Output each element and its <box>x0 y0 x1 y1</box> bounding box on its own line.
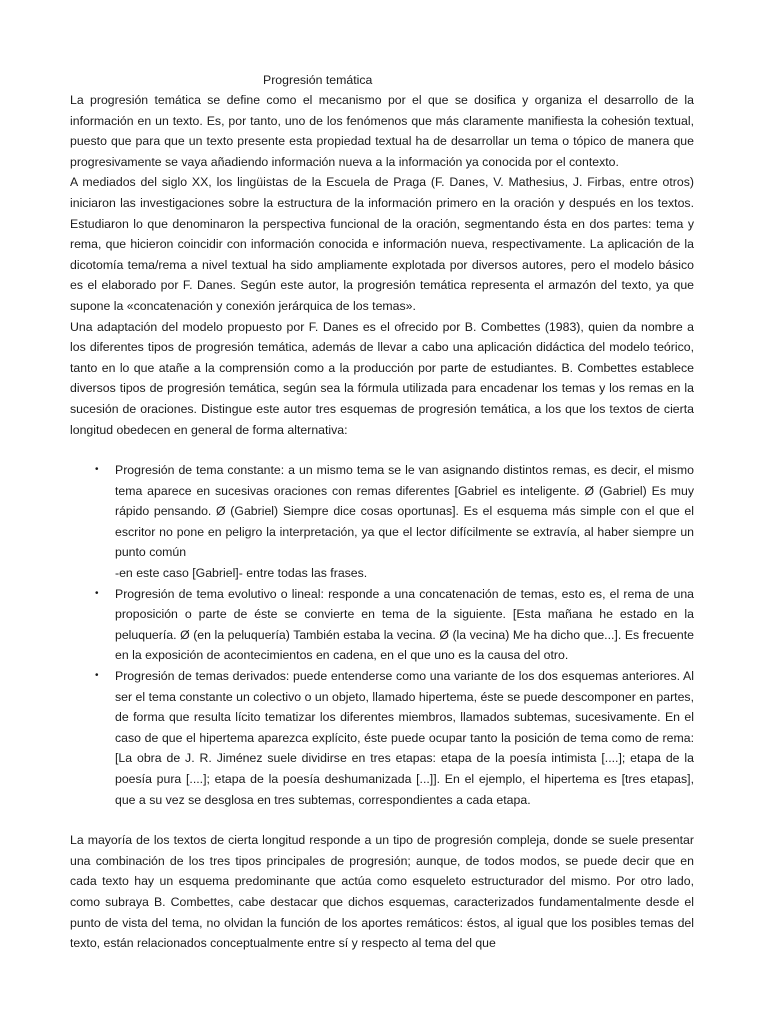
list-item-text: Progresión de temas derivados: puede entenderse como una variante de los dos esquemas anteriores. Al ser el tema constante un colectivo o un objeto, llamado hipertema, éste se puede descomponer en partes, de forma que resulta lícito tematizar los diferentes miembros, llamados subtemas, sucesivamente. En el caso de que el hipertema aparezca explícito, éste puede ocupar tanto la posición de tema como de rema: [La obra de J. R. Jiménez suele dividirse en tres etapas: etapa de la poesía intimista [....]; etapa de la poesía pura [....]; etapa de la poesía deshumanizada [...]]. En el ejemplo, el hipertema es [tres etapas], que a su vez se desglosa en tres subtemas, correspondientes a cada etapa. <box>115 669 694 807</box>
list-item-linear-theme <box>70 584 694 666</box>
progression-types-list <box>70 460 694 810</box>
bullet-icon: • <box>95 670 99 682</box>
bullet-icon: • <box>95 587 99 599</box>
paragraph-prague-school: A mediados del siglo XX, los lingüistas de la Escuela de Praga (F. Danes, V. Mathesius, J. Firbas, entre otros) iniciaron las investigaciones sobre la estructura de la información primero en la oración y después en los textos. Estudiaron lo que denominaron la perspectiva funcional de la oración, segmentando ésta en dos partes: tema y rema, que hicieron coincidir con información conocida e información nueva, respectivamente. La aplicación de la dicotomía tema/rema a nivel textual ha sido ampliamente explotada por diversos autores, pero el modelo básico es el elaborado por F. Danes. Según este autor, la progresión temática representa el armazón del texto, ya que supone la «concatenación y conexión jerárquica de los temas». <box>70 175 694 313</box>
spacer <box>70 810 694 830</box>
list-item-constant-theme <box>70 460 694 584</box>
spacer <box>70 440 694 460</box>
list-item-derived-themes <box>70 666 694 810</box>
list-item-text: Progresión de tema evolutivo o lineal: responde a una concatenación de temas, esto es, el rema de una proposición o parte de éste se convierte en tema de la siguiente. [Esta mañana he estado en la peluquería. Ø (en la peluquería) También estaba la vecina. Ø (la vecina) Me ha dicho que...]. Es frecuente en la exposición de acontecimientos en cadena, en el que uno es la causa del otro. <box>115 586 694 663</box>
paragraph-definition: La progresión temática se define como el mecanismo por el que se dosifica y organiza el desarrollo de la información en un texto. Es, por tanto, uno de los fenómenos que más claramente manifiesta la cohesión textual, puesto que para que un texto presente esta propiedad textual ha de desarrollar un tema o tópico de manera que progresivamente se vaya añadiendo información nueva a la información ya conocida por el contexto. <box>70 93 694 169</box>
list-item-text: Progresión de tema constante: a un mismo tema se le van asignando distintos remas, es decir, el mismo tema aparece en sucesivas oraciones con remas diferentes [Gabriel es inteligente. Ø (Gabriel) Es muy rápido pensando. Ø (Gabriel) Siempre dice cosas oportunas]. Es el esquema más simple con el que el escritor no pone en peligro la interpretación, ya que el lector difícilmente se extravía, al haber siempre un punto común <box>115 463 694 560</box>
bullet-icon: • <box>95 464 99 476</box>
paragraph-closing: La mayoría de los textos de cierta longitud responde a un tipo de progresión compleja, donde se suele presentar una combinación de los tres tipos principales de progresión; aunque, de todos modos, se puede decir que en cada texto hay un esquema predominante que actúa como esqueleto estructurador del mismo. Por otro lado, como subraya B. Combettes, cabe destacar que dichos esquemas, caracterizados fundamentalmente desde el punto de vista del tema, no olvidan la función de los aportes remáticos: éstos, al igual que los posibles temas del texto, están relacionados conceptualmente entre sí y respecto al tema del que <box>70 833 694 951</box>
paragraph-combettes: Una adaptación del modelo propuesto por F. Danes es el ofrecido por B. Combettes (1983), quien da nombre a los diferentes tipos de progresión temática, además de llevar a cabo una aplicación didáctica del modelo teórico, tanto en lo que atañe a la comprensión como a la producción por parte de estudiantes. B. Combettes establece diversos tipos de progresión temática, según sea la fórmula utilizada para encadenar los temas y los remas en la sucesión de oraciones. Distingue este autor tres esquemas de progresión temática, a los que los textos de cierta longitud obedecen en general de forma alternativa: <box>70 319 694 437</box>
list-item-continuation: -en este caso [Gabriel]- entre todas las frases. <box>115 566 368 581</box>
document-title: Progresión temática <box>263 73 373 87</box>
document-page <box>70 70 694 954</box>
